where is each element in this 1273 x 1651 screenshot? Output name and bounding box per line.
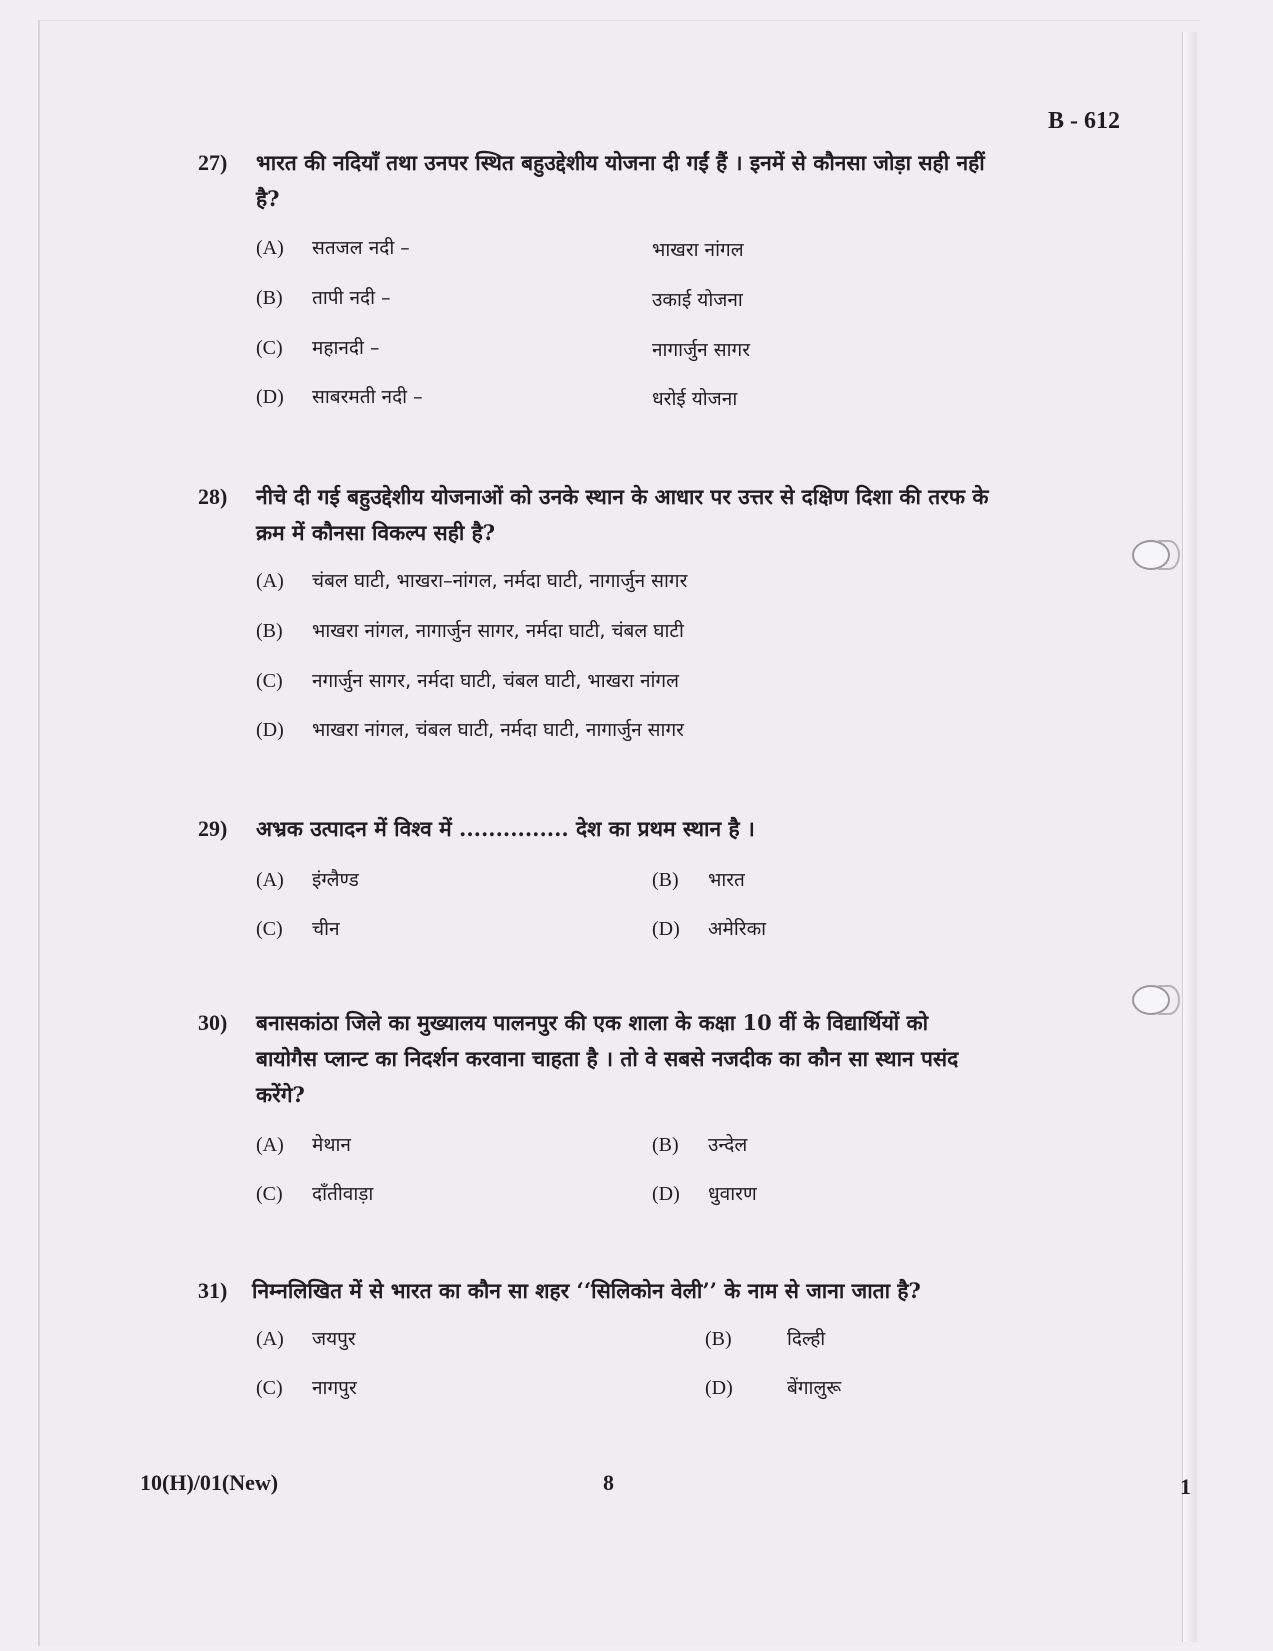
question-29-text-line1: अभ्रक उत्पादन में विश्व में ............... देश का प्रथम स्थान है । (256, 816, 755, 841)
question-27-text-line2: है? (256, 186, 280, 211)
option-label: (A) (256, 869, 284, 891)
question-31-text-line1: निम्नलिखित में से भारत का कौन सा शहर ‘‘सिलिकोन वेली’’ के नाम से जाना जाता है? (252, 1278, 921, 1303)
question-27-text-line1: भारत की नदियाँ तथा उनपर स्थित बहुउद्देशीय योजना दी गईं हैं । इनमें से कौनसा जोड़ा सही नहीं (256, 150, 985, 175)
question-30-number: 30) (198, 1010, 228, 1035)
question-27-option-d-project: धरोई योजना (652, 388, 738, 410)
option-label: (C) (256, 918, 283, 940)
option-label: (A) (256, 570, 284, 592)
option-label: (C) (256, 1377, 283, 1399)
option-text: नगार्जुन सागर, नर्मदा घाटी, चंबल घाटी, भाखरा नांगल (312, 670, 679, 692)
question-27-option-d (256, 383, 423, 409)
footer-page-number: 8 (603, 1470, 614, 1495)
question-28-number: 28) (198, 484, 228, 509)
option-label: (A) (256, 237, 284, 259)
question-28-option-a (256, 567, 687, 593)
option-river: सतजल नदी – (312, 237, 410, 259)
option-label: (B) (705, 1328, 732, 1350)
question-30-option-d (652, 1180, 757, 1206)
option-label: (B) (652, 1134, 679, 1156)
question-30-text-line2: बायोगैस प्लान्ट का निदर्शन करवाना चाहता है । तो वे सबसे नजदीक का कौन सा स्थान पसंद (256, 1046, 959, 1071)
option-label: (D) (256, 386, 284, 408)
question-30-option-b (652, 1131, 747, 1157)
question-29-number: 29) (198, 816, 228, 841)
question-27-option-b-project: उकाई योजना (652, 289, 743, 311)
option-text: इंग्लैण्ड (312, 869, 359, 891)
option-label: (B) (652, 869, 679, 891)
question-27-option-a (256, 234, 410, 260)
option-label: (D) (705, 1377, 733, 1399)
option-text: जयपुर (312, 1328, 356, 1350)
option-text: चीन (312, 918, 340, 940)
question-27-option-c (256, 334, 379, 360)
question-30-option-c (256, 1180, 373, 1206)
question-30-text-line3: करेंगे? (256, 1082, 305, 1107)
option-text: नागपुर (312, 1377, 357, 1399)
option-text: दाँतीवाड़ा (312, 1183, 374, 1205)
option-river: तापी नदी – (312, 287, 391, 309)
option-text: धुवारण (708, 1183, 757, 1205)
question-27-option-a-project: भाखरा नांगल (652, 239, 744, 261)
option-text: भाखरा नांगल, चंबल घाटी, नर्मदा घाटी, नागार्जुन सागर (312, 719, 684, 741)
question-30-option-a (256, 1131, 351, 1157)
option-text: भारत (708, 869, 745, 891)
option-text: मेथान (312, 1134, 351, 1156)
paper-code-header: B - 612 (1048, 108, 1120, 134)
page-fold-edge (1182, 32, 1197, 1642)
option-river: साबरमती नदी – (312, 386, 423, 408)
question-27-number: 27) (198, 150, 228, 175)
question-29-option-a (256, 866, 359, 892)
question-27-option-b (256, 284, 391, 310)
question-28-option-b (256, 617, 684, 643)
option-label: (C) (256, 1183, 283, 1205)
option-label: (B) (256, 620, 283, 642)
option-river: महानदी – (312, 337, 380, 359)
question-30-text-line1: बनासकांठा जिले का मुख्यालय पालनपुर की एक शाला के कक्षा 10 वीं के विद्यार्थियों को (256, 1010, 929, 1035)
question-29-option-b (652, 866, 745, 892)
option-label: (D) (256, 719, 284, 741)
option-text: उन्देल (708, 1134, 748, 1156)
question-31-option-d (705, 1374, 841, 1400)
question-28-option-d (256, 716, 684, 742)
option-label: (A) (256, 1134, 284, 1156)
question-28-text-line1: नीचे दी गई बहुउद्देशीय योजनाओं को उनके स्थान के आधार पर उत्तर से दक्षिण दिशा की तरफ के (256, 484, 989, 509)
option-label: (C) (256, 670, 283, 692)
option-label: (C) (256, 337, 283, 359)
question-29-option-d (652, 915, 766, 941)
option-text: भाखरा नांगल, नागार्जुन सागर, नर्मदा घाटी, चंबल घाटी (312, 620, 684, 642)
footer-paper-code: 10(H)/01(New) (140, 1470, 279, 1495)
question-28-option-c (256, 667, 679, 693)
question-31-option-c (256, 1374, 357, 1400)
option-text: दिल्ही (787, 1328, 826, 1350)
option-label: (B) (256, 287, 283, 309)
question-28-text-line2: क्रम में कौनसा विकल्प सही है? (256, 520, 496, 545)
option-text: बेंगालुरू (787, 1377, 842, 1399)
option-text: अमेरिका (708, 918, 767, 940)
option-label: (A) (256, 1328, 284, 1350)
question-29-option-c (256, 915, 340, 941)
punch-hole-lower-shadow (1158, 985, 1180, 1015)
question-27-option-c-project: नागार्जुन सागर (652, 339, 750, 361)
option-text: चंबल घाटी, भाखरा–नांगल, नर्मदा घाटी, नागार्जुन सागर (312, 570, 688, 592)
question-31-number: 31) (198, 1278, 228, 1303)
footer-corner-mark: 1 (1180, 1474, 1191, 1499)
question-31-option-b (705, 1325, 825, 1351)
option-label: (D) (652, 1183, 680, 1205)
question-31-option-a (256, 1325, 356, 1351)
option-label: (D) (652, 918, 680, 940)
punch-hole-upper-shadow (1158, 540, 1180, 570)
